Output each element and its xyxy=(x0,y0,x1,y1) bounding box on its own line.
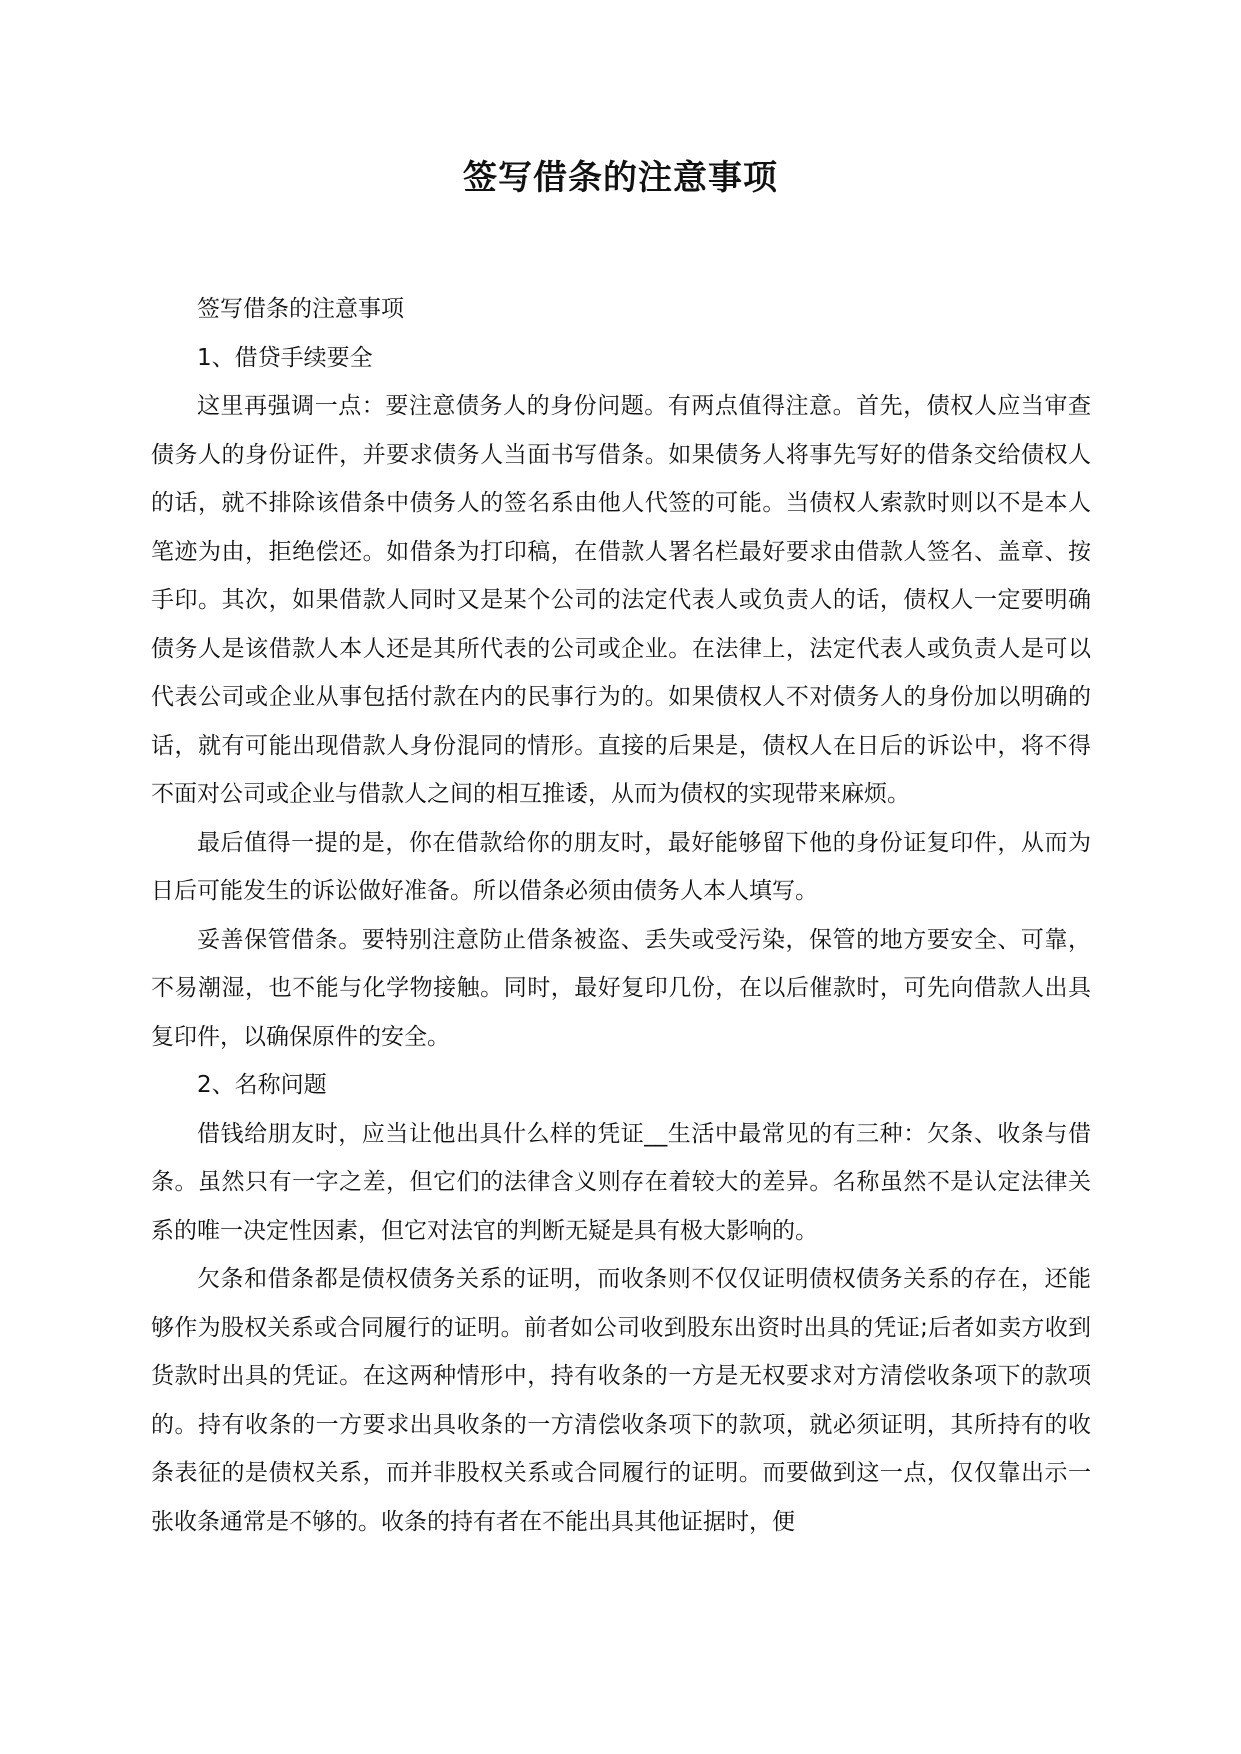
section-heading-1: 1、借贷手续要全 xyxy=(197,344,373,371)
paragraph: 最后值得一提的是，你在借款给你的朋友时，最好能够留下他的身份证复印件，从而为日后可能发生的诉讼做好准备。所以借条必须由债务人本人填写。 xyxy=(151,829,1091,904)
paragraph: 这里再强调一点：要注意债务人的身份问题。有两点值得注意。首先，债权人应当审查债务人的身份证件，并要求债务人当面书写借条。如果债务人将事先写好的借条交给债权人的话，就不排除该借条中债务人的签名系由他人代签的可能。当债权人索款时则以不是本人笔迹为由，拒绝偿还。如借条为打印稿，在借款人署名栏最好要求由借款人签名、盖章、按手印。其次，如果借款人同时又是某个公司的法定代表人或负责人的话，债权人一定要明确债务人是该借款人本人还是其所代表的公司或企业。在法律上，法定代表人或负责人是可以代表公司或企业从事包括付款在内的民事行为的。如果债权人不对债务人的身份加以明确的话，就有可能出现借款人身份混同的情形。直接的后果是，债权人在日后的诉讼中，将不得不面对公司或企业与借款人之间的相互推诿，从而为债权的实现带来麻烦。 xyxy=(151,393,1091,807)
paragraph: 借钱给朋友时，应当让他出具什么样的凭证__生活中最常见的有三种：欠条、收条与借条。虽然只有一字之差，但它们的法律含义则存在着较大的差异。名称虽然不是认定法律关系的唯一决定性因素，但它对法官的判断无疑是具有极大影响的。 xyxy=(151,1120,1091,1244)
section-heading-2: 2、名称问题 xyxy=(197,1072,327,1098)
paragraph: 妥善保管借条。要特别注意防止借条被盗、丢失或受污染，保管的地方要安全、可靠，不易潮湿，也不能与化学物接触。同时，最好复印几份，在以后催款时，可先向借款人出具复印件，以确保原件的安全。 xyxy=(151,926,1091,1050)
paragraph-subtitle: 签写借条的注意事项 xyxy=(197,296,404,322)
document-body xyxy=(151,285,1091,1546)
document-title: 签写借条的注意事项 xyxy=(463,158,778,198)
paragraph: 欠条和借条都是债权债务关系的证明，而收条则不仅仅证明债权债务关系的存在，还能够作为股权关系或合同履行的证明。前者如公司收到股东出资时出具的凭证;后者如卖方收到货款时出具的凭证。在这两种情形中，持有收条的一方是无权要求对方清偿收条项下的款项的。持有收条的一方要求出具收条的一方清偿收条项下的款项，就必须证明，其所持有的收条表征的是债权关系，而并非股权关系或合同履行的证明。而要做到这一点，仅仅靠出示一张收条通常是不够的。收条的持有者在不能出具其他证据时，便 xyxy=(151,1266,1091,1535)
